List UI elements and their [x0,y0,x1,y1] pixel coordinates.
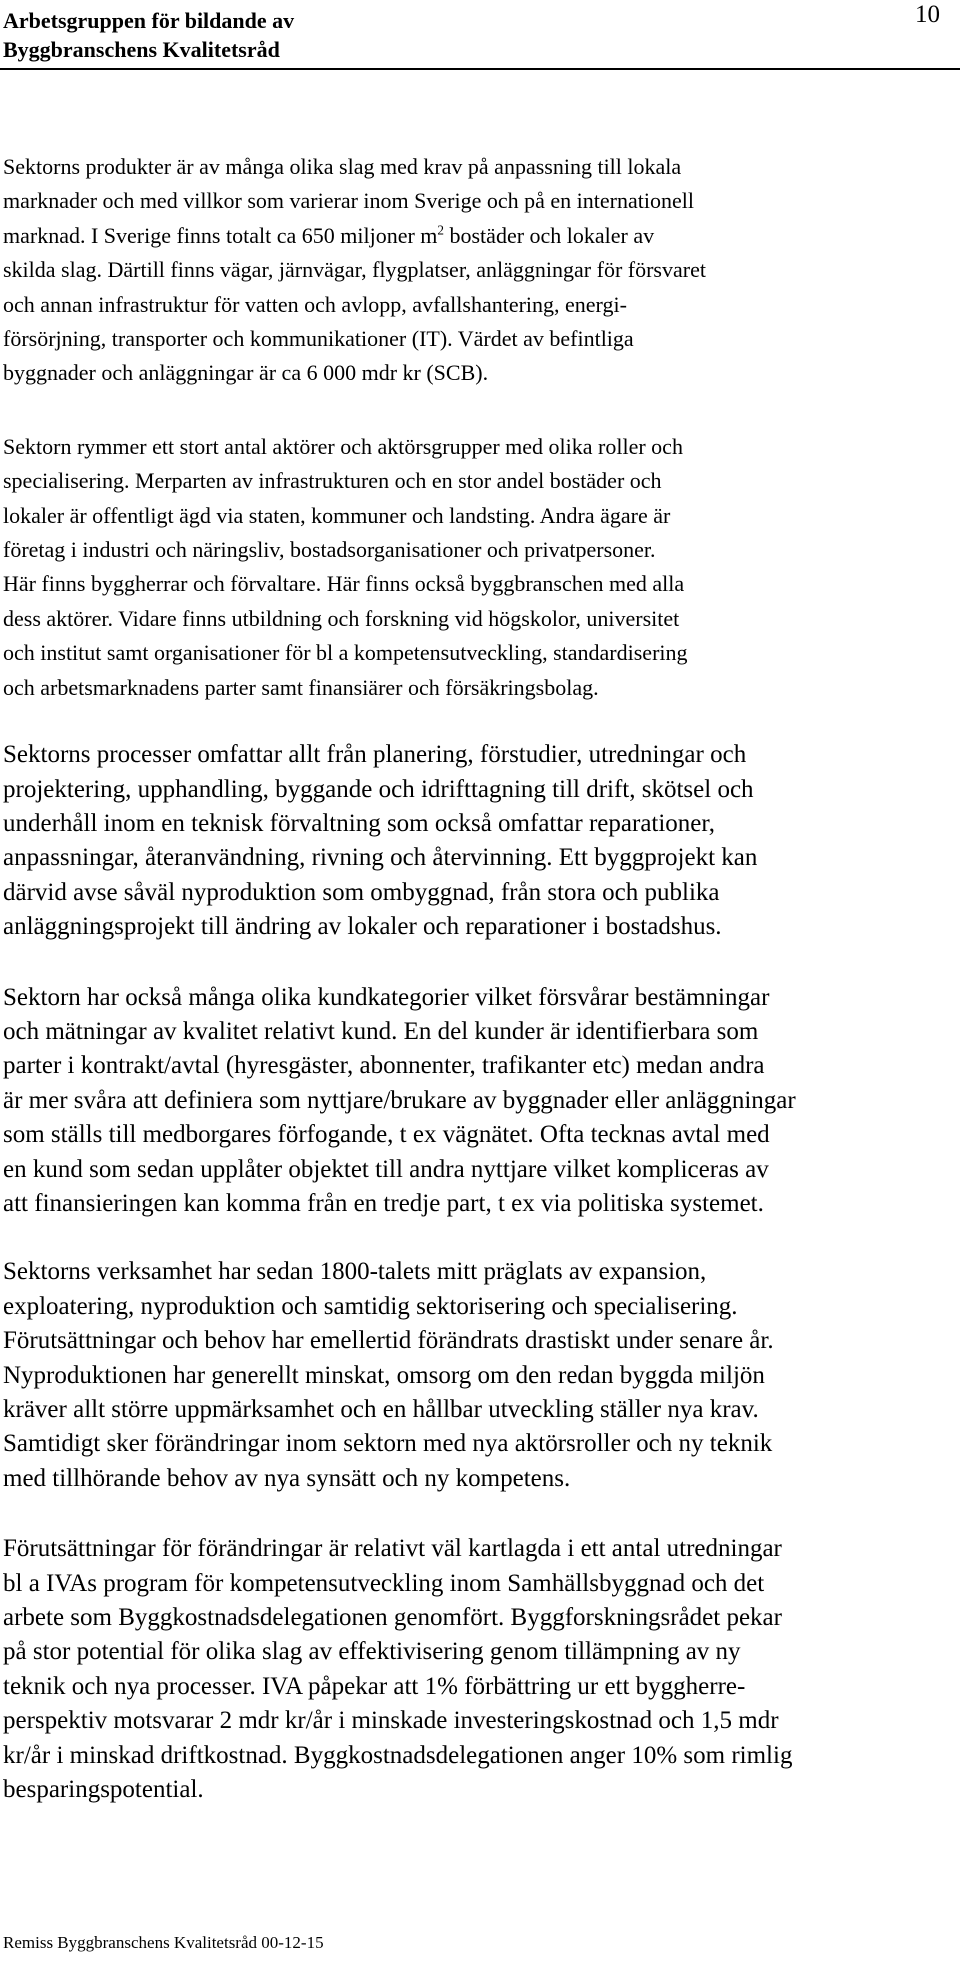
text-line: Här finns byggherrar och förvaltare. Här finns också byggbranschen med alla [3,571,685,597]
text-line: och institut samt organisationer för bl a kompetensutveckling, standardisering [3,640,688,666]
paragraph-history [3,1255,953,1496]
page-header [0,0,960,72]
text-line: är mer svåra att definiera som nyttjare/brukare av byggnader eller anläggningar [3,1086,796,1114]
paragraph-products [3,150,953,391]
paragraph-prerequisites [3,1532,953,1807]
text-line: Sektorn har också många olika kundkategorier vilket försvårar bestämningar [3,983,770,1011]
text-line: specialisering. Merparten av infrastrukturen och en stor andel bostäder och [3,468,662,494]
text-line: byggnader och anläggningar är ca 6 000 mdr kr (SCB). [3,360,489,386]
text-line: företag i industri och näringsliv, bostadsorganisationer och privatpersoner. [3,537,656,563]
superscript: 2 [437,222,444,238]
text-line: Sektorns verksamhet har sedan 1800-talets mitt präglats av expansion, [3,1258,707,1286]
text-line: och arbetsmarknadens parter samt finansiärer och försäkringsbolag. [3,674,599,700]
text-line: dess aktörer. Vidare finns utbildning och forskning vid högskolor, universitet [3,605,680,631]
paragraph-spacer [3,391,953,430]
text-line: som ställs till medborgares förfogande, t ex vägnätet. Ofta tecknas avtal med [3,1121,770,1149]
text-line: Nyproduktionen har generellt minskat, omsorg om den redan byggda miljön [3,1361,765,1389]
text-line: Sektorns produkter är av många olika slag med krav på anpassning till lokala [3,154,682,179]
text-segment: marknad. I Sverige finns totalt ca 650 miljoner m [3,222,438,248]
header-org-line: Byggbranschens Kvalitetsråd [3,37,280,62]
text-line: skilda slag. Därtill finns vägar, järnvägar, flygplatser, anläggningar för försvaret [3,257,706,283]
text-line [3,219,953,253]
text-line: en kund som sedan upplåter objektet till andra nyttjare vilket kompliceras av [3,1155,769,1183]
header-organization [3,6,294,64]
text-line: besparingspotential. [3,1776,204,1804]
paragraph-spacer [3,1496,953,1532]
text-line: att finansieringen kan komma från en tredje part, t ex via politiska systemet. [3,1189,764,1217]
page-number: 10 [915,1,940,28]
text-line: perspektiv motsvarar 2 mdr kr/år i minskade investeringskostnad och 1,5 mdr [3,1707,779,1735]
text-line: kräver allt större uppmärksamhet och en hållbar utveckling ställer nya krav. [3,1396,759,1423]
text-line: och annan infrastruktur för vatten och avlopp, avfallshantering, energi- [3,291,627,317]
text-line: därvid avse såväl nyproduktion som ombyggnad, från stora och publika [3,878,720,906]
text-line: teknik och nya processer. IVA påpekar att 1% förbättring ur ett byggherre- [3,1672,746,1700]
text-line: exploatering, nyproduktion och samtidig sektorisering och specialisering. [3,1292,738,1320]
header-org-line: Arbetsgruppen för bildande av [3,8,295,33]
paragraph-processes [3,738,953,944]
text-segment: bostäder och lokaler av [444,222,655,248]
paragraph-spacer [3,945,953,981]
text-line: Förutsättningar för förändringar är relativt väl kartlagda i ett antal utredningar [3,1535,782,1563]
text-line: Förutsättningar och behov har emellertid förändrats drastiskt under senare år. [3,1327,774,1355]
text-line: lokaler är offentligt ägd via staten, kommuner och landsting. Andra ägare är [3,502,671,528]
text-line: anpassningar, återanvändning, rivning och återvinning. Ett byggprojekt kan [3,844,758,872]
text-line: Sektorns processer omfattar allt från planering, förstudier, utredningar och [3,741,747,769]
text-line: Samtidigt sker förändringar inom sektorn med nya aktörsroller och ny teknik [3,1430,773,1458]
text-line: bl a IVAs program för kompetensutveckling inom Samhällsbyggnad och det [3,1569,765,1597]
text-line: och mätningar av kvalitet relativt kund. En del kunder är identifierbara som [3,1017,759,1045]
document-body [3,150,953,1807]
page-footer: Remiss Byggbranschens Kvalitetsråd 00-12-15 [3,1933,324,1952]
text-line: arbete som Byggkostnadsdelegationen genomfört. Byggforskningsrådet pekar [3,1604,782,1632]
paragraph-actors [3,430,953,705]
paragraph-customers [3,981,953,1222]
text-line: anläggningsprojekt till ändring av lokaler och reparationer i bostadshus. [3,913,722,941]
text-line: med tillhörande behov av nya synsätt och ny kompetens. [3,1464,571,1492]
text-line: på stor potential för olika slag av effektivisering genom tillämpning av ny [3,1638,741,1666]
text-line: Sektorn rymmer ett stort antal aktörer och aktörsgrupper med olika roller och [3,433,683,459]
header-divider [0,68,960,70]
paragraph-spacer [3,1221,953,1255]
text-line: kr/år i minskad driftkostnad. Byggkostnadsdelegationen anger 10% som rimlig [3,1741,793,1769]
text-line: försörjning, transporter och kommunikationer (IT). Värdet av befintliga [3,326,634,352]
text-line: marknader och med villkor som varierar inom Sverige och på en internationell [3,188,694,214]
text-line: projektering, upphandling, byggande och idrifttagning till drift, skötsel och [3,775,754,803]
text-line: underhåll inom en teknisk förvaltning som också omfattar reparationer, [3,809,715,837]
text-line: parter i kontrakt/avtal (hyresgäster, abonnenter, trafikanter etc) medan andra [3,1052,765,1080]
paragraph-spacer [3,705,953,738]
